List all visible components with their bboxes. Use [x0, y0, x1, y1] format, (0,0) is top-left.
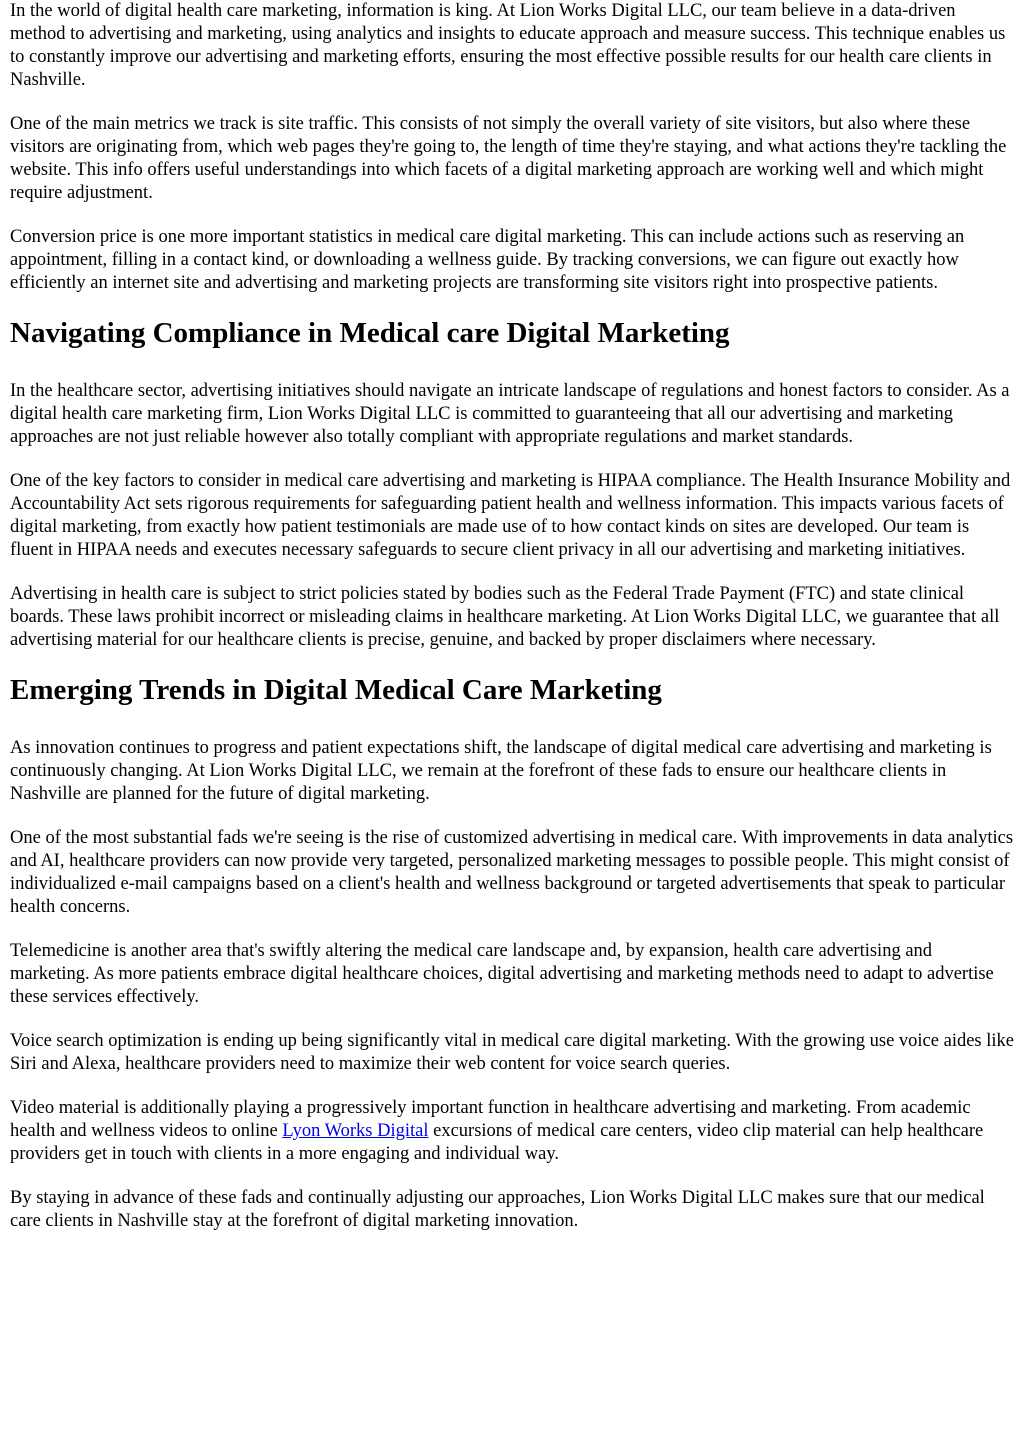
paragraph-innovation: As innovation continues to progress and patient expectations shift, the landscape of digital medical care advertising and marketing is continuously changing. At Lion Works Digital LLC, we remain at the forefront of these fads to ensure our healthcare clients in Nashville are planned for the future of digital marketing. — [10, 738, 992, 804]
paragraph-hipaa-compliance: One of the key factors to consider in medical care advertising and marketing is HIPAA compliance. The Health Insurance Mobility and Accountability Act sets rigorous requirements for safeguarding patient health and wellness information. This impacts various facets of digital marketing, from exactly how patient testimonials are made use of to how contact kinds on sites are developed. Our team is fluent in HIPAA needs and executes necessary safeguards to secure client privacy in all our advertising and marketing initiatives. — [10, 471, 1011, 560]
paragraph-closing: By staying in advance of these fads and continually adjusting our approaches, Lion Works Digital LLC makes sure that our medical care clients in Nashville stay at the forefront of digital marketing innovation. — [10, 1188, 985, 1231]
lyon-works-digital-link[interactable]: Lyon Works Digital — [282, 1121, 429, 1141]
paragraph-advertising-policies: Advertising in health care is subject to strict policies stated by bodies such as the Federal Trade Payment (FTC) and state clinical boards. These laws prohibit incorrect or misleading claims in healthcare marketing. At Lion Works Digital LLC, we guarantee that all advertising material for our healthcare clients is precise, genuine, and backed by proper disclaimers where necessary. — [10, 584, 1000, 650]
paragraph-conversion-price: Conversion price is one more important statistics in medical care digital marketing. This can include actions such as reserving an appointment, filling in a contact kind, or downloading a wellness guide. By tracking conversions, we can figure out exactly how efficiently an internet site and advertising and marketing projects are transforming site visitors right into prospective patients. — [10, 227, 965, 293]
paragraph-video-material — [10, 1097, 1014, 1166]
paragraph-customized-advertising: One of the most substantial fads we're seeing is the rise of customized advertising in medical care. With improvements in data analytics and AI, healthcare providers can now provide very targeted, personalized marketing messages to possible people. This might consist of individualized e-mail campaigns based on a client's health and wellness background or targeted advertisements that speak to particular health concerns. — [10, 828, 1014, 917]
paragraph-telemedicine: Telemedicine is another area that's swiftly altering the medical care landscape and, by expansion, health care advertising and marketing. As more patients embrace digital healthcare choices, digital advertising and marketing methods need to adapt to advertise these services effectively. — [10, 941, 994, 1007]
heading-emerging-trends: Emerging Trends in Digital Medical Care Marketing — [10, 674, 662, 706]
heading-navigating-compliance: Navigating Compliance in Medical care Digital Marketing — [10, 317, 730, 349]
paragraph-voice-search: Voice search optimization is ending up being significantly vital in medical care digital marketing. With the growing use voice aides like Siri and Alexa, healthcare providers need to maximize their web content for voice search queries. — [10, 1031, 1014, 1074]
video-text-after: excursions of medical care centers, video clip material can help healthcare providers get in touch with clients in a more engaging and individual way. — [10, 1121, 984, 1164]
video-text-before: Video material is additionally playing a progressively important function in healthcare advertising and marketing. From academic health and wellness videos to online — [10, 1098, 971, 1141]
intro-paragraph-data-driven: In the world of digital health care marketing, information is king. At Lion Works Digital LLC, our team believe in a data-driven method to advertising and marketing, using analytics and insights to educate approach and measure success. This technique enables us to constantly improve our advertising and marketing efforts, ensuring the most effective possible results for our health care clients in Nashville. — [10, 1, 1006, 90]
paragraph-healthcare-sector: In the healthcare sector, advertising initiatives should navigate an intricate landscape of regulations and honest factors to consider. As a digital health care marketing firm, Lion Works Digital LLC is committed to guaranteeing that all our advertising and marketing approaches are not just reliable however also totally compliant with appropriate regulations and market standards. — [10, 381, 1010, 447]
paragraph-site-traffic: One of the main metrics we track is site traffic. This consists of not simply the overall variety of site visitors, but also where these visitors are originating from, which web pages they're going to, the length of time they're staying, and what actions they're tackling the website. This info offers useful understandings into which facets of a digital marketing approach are working well and which might require adjustment. — [10, 114, 1007, 203]
